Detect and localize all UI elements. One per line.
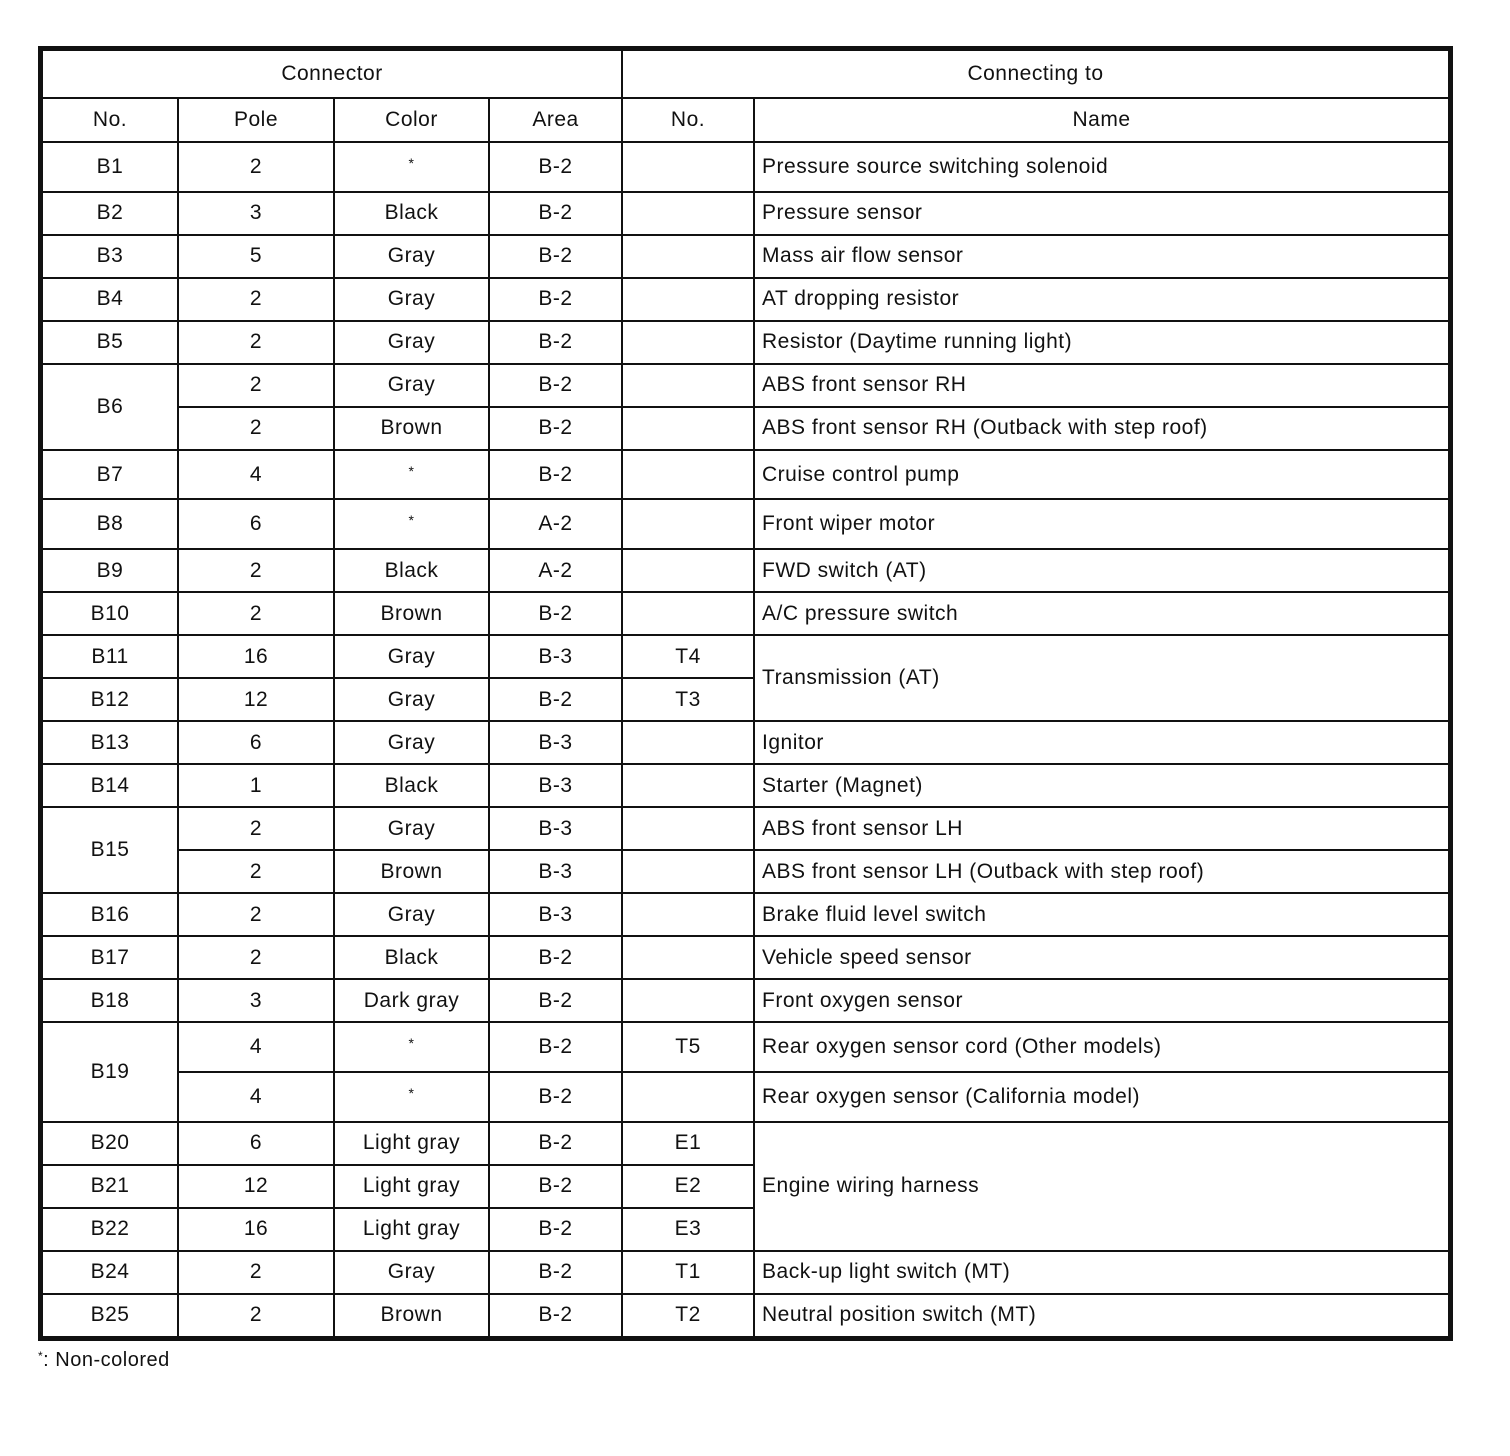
cell-connecting-no (622, 364, 754, 407)
cell-name: ABS front sensor LH (Outback with step roof) (754, 850, 1449, 893)
cell-pole: 2 (178, 1251, 334, 1294)
header-area: Area (489, 98, 622, 142)
table-body (42, 142, 1449, 1337)
cell-area: B-2 (489, 979, 622, 1022)
table-row (42, 1072, 1449, 1122)
table-row (42, 979, 1449, 1022)
cell-color: Brown (334, 1294, 489, 1337)
connector-table-frame (38, 46, 1453, 1341)
header-no: No. (42, 98, 178, 142)
cell-pole: 2 (178, 278, 334, 321)
table-row (42, 235, 1449, 278)
table-row (42, 1022, 1449, 1072)
cell-connecting-no: T1 (622, 1251, 754, 1294)
cell-color: Gray (334, 1251, 489, 1294)
cell-area: B-2 (489, 407, 622, 450)
cell-no: B6 (42, 364, 178, 450)
cell-pole: 2 (178, 407, 334, 450)
cell-no: B1 (42, 142, 178, 192)
cell-no: B15 (42, 807, 178, 893)
cell-pole: 6 (178, 721, 334, 764)
cell-no: B14 (42, 764, 178, 807)
footnote (38, 1349, 170, 1372)
cell-color: Black (334, 549, 489, 592)
table-row (42, 807, 1449, 850)
cell-color: * (334, 142, 489, 192)
cell-name: Front wiper motor (754, 499, 1449, 549)
cell-no: B5 (42, 321, 178, 364)
cell-connecting-no (622, 850, 754, 893)
cell-color: Gray (334, 721, 489, 764)
cell-area: B-2 (489, 592, 622, 635)
cell-area: B-3 (489, 635, 622, 678)
table-row (42, 450, 1449, 500)
cell-pole: 2 (178, 549, 334, 592)
header-group-row (42, 50, 1449, 98)
table-row (42, 850, 1449, 893)
cell-color: * (334, 499, 489, 549)
cell-area: B-3 (489, 764, 622, 807)
cell-area: B-2 (489, 678, 622, 721)
table-row (42, 278, 1449, 321)
cell-no: B22 (42, 1208, 178, 1251)
cell-pole: 2 (178, 364, 334, 407)
table-row (42, 1294, 1449, 1337)
cell-no: B11 (42, 635, 178, 678)
cell-area: B-2 (489, 1072, 622, 1122)
cell-area: B-2 (489, 1165, 622, 1208)
cell-connecting-no (622, 142, 754, 192)
cell-name: Vehicle speed sensor (754, 936, 1449, 979)
cell-pole: 2 (178, 1294, 334, 1337)
cell-connecting-no (622, 407, 754, 450)
cell-color: Brown (334, 592, 489, 635)
table-row (42, 1251, 1449, 1294)
cell-color: Light gray (334, 1122, 489, 1165)
cell-name: A/C pressure switch (754, 592, 1449, 635)
cell-pole: 2 (178, 807, 334, 850)
header-column-row (42, 98, 1449, 142)
cell-pole: 1 (178, 764, 334, 807)
cell-name: Pressure sensor (754, 192, 1449, 235)
cell-color: Dark gray (334, 979, 489, 1022)
cell-pole: 2 (178, 321, 334, 364)
cell-connecting-no (622, 1072, 754, 1122)
header-connecting-to: Connecting to (622, 50, 1449, 98)
cell-connecting-no (622, 721, 754, 764)
cell-name: Ignitor (754, 721, 1449, 764)
header-color: Color (334, 98, 489, 142)
footnote-text: : Non-colored (43, 1349, 170, 1371)
cell-pole: 5 (178, 235, 334, 278)
cell-color: Black (334, 936, 489, 979)
cell-area: B-3 (489, 807, 622, 850)
cell-no: B20 (42, 1122, 178, 1165)
cell-pole: 2 (178, 592, 334, 635)
cell-name: ABS front sensor RH (Outback with step roof) (754, 407, 1449, 450)
cell-pole: 4 (178, 1072, 334, 1122)
table-row (42, 721, 1449, 764)
cell-name: Back-up light switch (MT) (754, 1251, 1449, 1294)
header-connecting-no: No. (622, 98, 754, 142)
cell-pole: 6 (178, 1122, 334, 1165)
cell-no: B8 (42, 499, 178, 549)
cell-color: Brown (334, 850, 489, 893)
cell-no: B10 (42, 592, 178, 635)
table-row (42, 893, 1449, 936)
cell-color: Black (334, 192, 489, 235)
cell-name: Transmission (AT) (754, 635, 1449, 721)
cell-name: Neutral position switch (MT) (754, 1294, 1449, 1337)
cell-no: B17 (42, 936, 178, 979)
cell-name: Mass air flow sensor (754, 235, 1449, 278)
cell-no: B2 (42, 192, 178, 235)
cell-connecting-no (622, 192, 754, 235)
cell-name: Cruise control pump (754, 450, 1449, 500)
cell-color: * (334, 1022, 489, 1072)
cell-color: Gray (334, 635, 489, 678)
cell-no: B18 (42, 979, 178, 1022)
cell-name: Rear oxygen sensor (California model) (754, 1072, 1449, 1122)
table-row (42, 549, 1449, 592)
cell-color: Brown (334, 407, 489, 450)
cell-name: ABS front sensor RH (754, 364, 1449, 407)
cell-connecting-no: T3 (622, 678, 754, 721)
cell-pole: 3 (178, 192, 334, 235)
cell-area: A-2 (489, 499, 622, 549)
cell-pole: 3 (178, 979, 334, 1022)
cell-connecting-no (622, 893, 754, 936)
cell-area: B-2 (489, 364, 622, 407)
cell-no: B12 (42, 678, 178, 721)
cell-connecting-no (622, 936, 754, 979)
cell-connecting-no: E1 (622, 1122, 754, 1165)
table-row (42, 1122, 1449, 1165)
cell-name: Pressure source switching solenoid (754, 142, 1449, 192)
table-row (42, 499, 1449, 549)
header-pole: Pole (178, 98, 334, 142)
cell-area: B-2 (489, 1251, 622, 1294)
cell-pole: 4 (178, 1022, 334, 1072)
cell-name: Rear oxygen sensor cord (Other models) (754, 1022, 1449, 1072)
cell-color: * (334, 450, 489, 500)
cell-pole: 16 (178, 635, 334, 678)
cell-area: B-2 (489, 321, 622, 364)
cell-area: B-3 (489, 721, 622, 764)
cell-name: FWD switch (AT) (754, 549, 1449, 592)
cell-connecting-no (622, 499, 754, 549)
cell-name: Engine wiring harness (754, 1122, 1449, 1251)
cell-no: B13 (42, 721, 178, 764)
cell-connecting-no (622, 549, 754, 592)
table-row (42, 321, 1449, 364)
cell-color: Black (334, 764, 489, 807)
table-row (42, 764, 1449, 807)
cell-no: B19 (42, 1022, 178, 1121)
cell-pole: 2 (178, 850, 334, 893)
cell-name: Resistor (Daytime running light) (754, 321, 1449, 364)
cell-color: Light gray (334, 1165, 489, 1208)
cell-pole: 6 (178, 499, 334, 549)
table-row (42, 192, 1449, 235)
cell-area: B-2 (489, 192, 622, 235)
cell-connecting-no (622, 764, 754, 807)
cell-name: Starter (Magnet) (754, 764, 1449, 807)
table-row (42, 142, 1449, 192)
cell-connecting-no (622, 807, 754, 850)
cell-connecting-no: T5 (622, 1022, 754, 1072)
cell-area: B-2 (489, 936, 622, 979)
table-row (42, 407, 1449, 450)
cell-area: B-2 (489, 235, 622, 278)
cell-name: ABS front sensor LH (754, 807, 1449, 850)
connector-table (41, 49, 1450, 1338)
table-row (42, 364, 1449, 407)
cell-name: Brake fluid level switch (754, 893, 1449, 936)
cell-no: B25 (42, 1294, 178, 1337)
cell-connecting-no: T2 (622, 1294, 754, 1337)
table-row (42, 936, 1449, 979)
cell-area: A-2 (489, 549, 622, 592)
cell-pole: 12 (178, 678, 334, 721)
cell-area: B-3 (489, 893, 622, 936)
cell-pole: 12 (178, 1165, 334, 1208)
cell-connecting-no (622, 450, 754, 500)
cell-area: B-3 (489, 850, 622, 893)
cell-connecting-no (622, 278, 754, 321)
header-connector: Connector (42, 50, 622, 98)
cell-no: B7 (42, 450, 178, 500)
cell-no: B21 (42, 1165, 178, 1208)
cell-connecting-no: E2 (622, 1165, 754, 1208)
cell-color: Gray (334, 278, 489, 321)
header-name: Name (754, 98, 1449, 142)
cell-connecting-no (622, 235, 754, 278)
cell-name: Front oxygen sensor (754, 979, 1449, 1022)
cell-area: B-2 (489, 278, 622, 321)
cell-pole: 2 (178, 936, 334, 979)
cell-color: Gray (334, 807, 489, 850)
cell-color: Light gray (334, 1208, 489, 1251)
cell-area: B-2 (489, 1208, 622, 1251)
cell-pole: 2 (178, 142, 334, 192)
cell-pole: 16 (178, 1208, 334, 1251)
cell-connecting-no: T4 (622, 635, 754, 678)
cell-color: * (334, 1072, 489, 1122)
cell-area: B-2 (489, 1022, 622, 1072)
cell-connecting-no (622, 321, 754, 364)
cell-no: B9 (42, 549, 178, 592)
cell-no: B4 (42, 278, 178, 321)
cell-color: Gray (334, 893, 489, 936)
cell-pole: 2 (178, 893, 334, 936)
cell-connecting-no (622, 592, 754, 635)
cell-color: Gray (334, 364, 489, 407)
cell-color: Gray (334, 678, 489, 721)
cell-pole: 4 (178, 450, 334, 500)
cell-name: AT dropping resistor (754, 278, 1449, 321)
cell-area: B-2 (489, 1122, 622, 1165)
table-row (42, 635, 1449, 678)
cell-no: B24 (42, 1251, 178, 1294)
footnote-mark: * (38, 1349, 44, 1363)
table-row (42, 592, 1449, 635)
cell-no: B16 (42, 893, 178, 936)
cell-connecting-no: E3 (622, 1208, 754, 1251)
cell-no: B3 (42, 235, 178, 278)
cell-area: B-2 (489, 1294, 622, 1337)
cell-connecting-no (622, 979, 754, 1022)
cell-area: B-2 (489, 142, 622, 192)
cell-color: Gray (334, 235, 489, 278)
cell-color: Gray (334, 321, 489, 364)
cell-area: B-2 (489, 450, 622, 500)
